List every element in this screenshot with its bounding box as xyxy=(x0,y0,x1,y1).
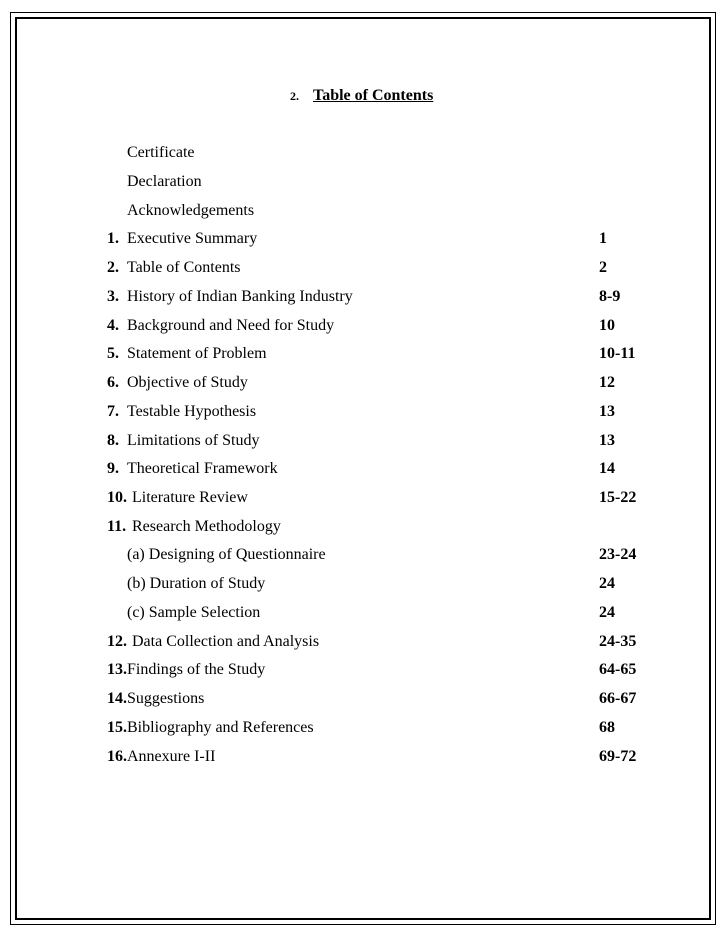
toc-page: 15-22 xyxy=(599,489,637,506)
toc-number: 16. xyxy=(107,748,127,765)
toc-front-item xyxy=(0,200,728,222)
toc-page: 69-72 xyxy=(599,748,637,765)
toc-label: Table of Contents xyxy=(127,259,241,276)
toc-page: 66-67 xyxy=(599,690,637,707)
toc-page: 24 xyxy=(599,604,615,621)
toc-entry xyxy=(0,458,728,480)
toc-entry xyxy=(0,430,728,452)
toc-subentry xyxy=(0,602,728,624)
toc-entry xyxy=(0,315,728,337)
toc-number: 6. xyxy=(107,374,119,391)
toc-page: 23-24 xyxy=(599,546,637,563)
toc-number: 5. xyxy=(107,345,119,362)
toc-page: 24-35 xyxy=(599,633,637,650)
toc-entry xyxy=(0,631,728,653)
toc-entry xyxy=(0,343,728,365)
toc-label: Findings of the Study xyxy=(127,661,266,678)
page-title: Table of Contents xyxy=(313,87,434,104)
toc-label: Executive Summary xyxy=(127,230,258,247)
toc-number: 14. xyxy=(107,690,127,707)
toc-number: 2. xyxy=(107,259,119,276)
toc-label: Data Collection and Analysis xyxy=(132,633,320,650)
toc-number: 13. xyxy=(107,661,127,678)
toc-label: Annexure I-II xyxy=(127,748,216,765)
toc-entry xyxy=(0,487,728,509)
toc-label: Declaration xyxy=(127,173,202,190)
toc-entry xyxy=(0,746,728,768)
toc-number: 7. xyxy=(107,403,119,420)
toc-label: Theoretical Framework xyxy=(127,460,278,477)
toc-label: Certificate xyxy=(127,144,195,161)
toc-number: 9. xyxy=(107,460,119,477)
toc-number: 15. xyxy=(107,719,127,736)
toc-entry xyxy=(0,688,728,710)
toc-entry xyxy=(0,286,728,308)
toc-number: 10. xyxy=(107,489,127,506)
toc-entry xyxy=(0,257,728,279)
toc-label: (b) Duration of Study xyxy=(127,575,266,592)
toc-page: 13 xyxy=(599,432,615,449)
toc-label: Statement of Problem xyxy=(127,345,267,362)
toc-number: 3. xyxy=(107,288,119,305)
toc-number: 1. xyxy=(107,230,119,247)
toc-label: Literature Review xyxy=(132,489,248,506)
toc-page: 68 xyxy=(599,719,615,736)
toc-heading xyxy=(290,87,433,105)
toc-label: Bibliography and References xyxy=(127,719,314,736)
toc-label: Research Methodology xyxy=(132,518,281,535)
toc-page: 8-9 xyxy=(599,288,621,305)
toc-label: (c) Sample Selection xyxy=(127,604,261,621)
toc-page: 14 xyxy=(599,460,615,477)
toc-label: Objective of Study xyxy=(127,374,248,391)
toc-front-item xyxy=(0,142,728,164)
toc-front-item xyxy=(0,171,728,193)
toc-subentry xyxy=(0,573,728,595)
toc-page: 10 xyxy=(599,317,615,334)
toc-page: 13 xyxy=(599,403,615,420)
toc-page: 2 xyxy=(599,259,607,276)
toc-entry xyxy=(0,717,728,739)
toc-subentry xyxy=(0,544,728,566)
toc-label: Acknowledgements xyxy=(127,202,255,219)
toc-page: 1 xyxy=(599,230,607,247)
toc-entry xyxy=(0,372,728,394)
toc-label: History of Indian Banking Industry xyxy=(127,288,353,305)
toc-page: 10-11 xyxy=(599,345,636,362)
toc-label: Suggestions xyxy=(127,690,205,707)
toc-number: 8. xyxy=(107,432,119,449)
toc-entry xyxy=(0,659,728,681)
toc-label: Limitations of Study xyxy=(127,432,260,449)
toc-page: 24 xyxy=(599,575,615,592)
toc-number: 12. xyxy=(107,633,127,650)
toc-label: (a) Designing of Questionnaire xyxy=(127,546,326,563)
toc-label: Background and Need for Study xyxy=(127,317,335,334)
toc-entry xyxy=(0,228,728,250)
toc-label: Testable Hypothesis xyxy=(127,403,257,420)
toc-entry xyxy=(0,516,728,538)
toc-number: 4. xyxy=(107,317,119,334)
toc-number: 11. xyxy=(107,518,127,535)
heading-number: 2. xyxy=(290,89,299,103)
toc-entry xyxy=(0,401,728,423)
toc-page: 64-65 xyxy=(599,661,637,678)
toc-page: 12 xyxy=(599,374,615,391)
